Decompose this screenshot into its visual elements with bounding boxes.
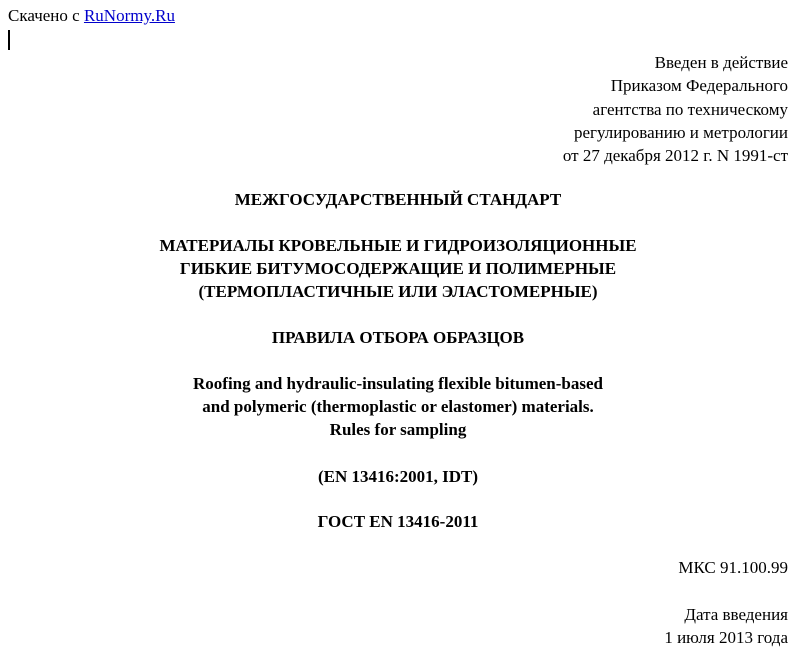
english-title-line: and polymeric (thermoplastic or elastomer) materials. [202, 397, 594, 416]
english-title-line: Roofing and hydraulic-insulating flexible bitumen-based [193, 374, 603, 393]
standard-title-line: (ТЕРМОПЛАСТИЧНЫЕ ИЛИ ЭЛАСТОМЕРНЫЕ) [198, 282, 598, 301]
approval-line: агентства по техническому [592, 99, 788, 119]
standard-title [0, 234, 794, 303]
standard-title-line: ГИБКИЕ БИТУМОСОДЕРЖАЩИЕ И ПОЛИМЕРНЫЕ [179, 259, 617, 278]
introduction-date-block [664, 603, 788, 649]
standard-designation: ГОСТ EN 13416-2011 [317, 512, 479, 531]
introduction-date: 1 июля 2013 года [664, 628, 788, 647]
introduction-label: Дата введения [684, 605, 788, 624]
approval-line: регулированию и метрологии [573, 122, 788, 142]
standard-subtitle: ПРАВИЛА ОТБОРА ОБРАЗЦОВ [271, 328, 525, 347]
standard-type-heading: МЕЖГОСУДАРСТВЕННЫЙ СТАНДАРТ [234, 190, 562, 209]
approval-line: Приказом Федерального [610, 76, 788, 96]
approval-line: от 27 декабря 2012 г. N 1991-ст [562, 146, 788, 166]
approval-line: Введен в действие [654, 53, 788, 72]
approval-block [563, 51, 788, 167]
standard-title-line: МАТЕРИАЛЫ КРОВЕЛЬНЫЕ И ГИДРОИЗОЛЯЦИОННЫЕ [159, 236, 637, 255]
english-title [0, 372, 794, 441]
text-cursor [8, 30, 10, 50]
source-prefix: Скачено с [8, 6, 84, 25]
source-link[interactable]: RuNormy.Ru [83, 6, 175, 25]
identity-marker: (EN 13416:2001, IDT) [317, 467, 479, 486]
english-title-line: Rules for sampling [329, 420, 467, 439]
mks-code: МКС 91.100.99 [678, 558, 788, 577]
source-line [8, 6, 175, 26]
